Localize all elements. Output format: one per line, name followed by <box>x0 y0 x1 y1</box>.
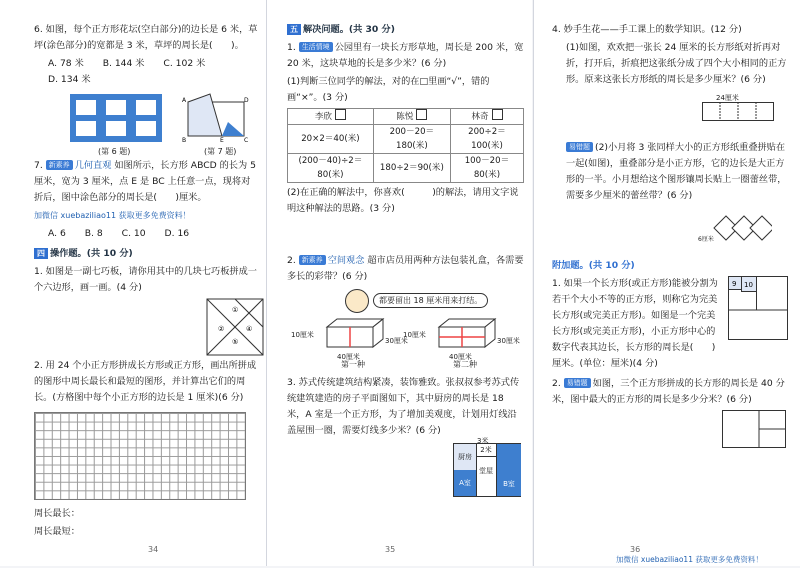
svg-text:B: B <box>182 137 187 142</box>
svg-text:A: A <box>182 97 187 104</box>
dimension-label: 10厘米 <box>403 331 426 339</box>
watermark-footer: 加微信 xuebaziliao11 获取更多免费资料！ <box>616 555 763 564</box>
page-number: 35 <box>385 545 396 554</box>
page-number: 36 <box>630 545 641 554</box>
svg-text:④: ④ <box>246 325 253 333</box>
tag-life-scene: 生活情境 <box>299 42 333 52</box>
gift-box-figure <box>287 287 524 367</box>
page-35 <box>266 0 532 566</box>
fig6-caption: (第 6 题) <box>98 147 131 156</box>
length-label: 24厘米 <box>716 94 739 102</box>
check-box[interactable] <box>492 109 503 120</box>
dimension-label: 30厘米 <box>385 337 408 345</box>
table-cell: 100－20＝80(米) <box>450 154 523 183</box>
dimension-label: 40厘米 <box>449 353 472 361</box>
tag-geometry: 几何直观 <box>74 160 112 171</box>
operation-2: 2. 用 24 个小正方形拼成长方形或正方形，画出所拼成的图形中周长最长和最短的图形，并计算出它们的周长。(方格图中每个小正方形的边长是 1 厘米)(6 分) <box>34 360 257 403</box>
problem-3: 3. 苏式传统建筑结构紧凑，装饰雅致。张叔叔参考苏式传统建筑建造的房子平面图如下，其中厨房的周长是 18 米，A 室是一个正方形，为了增加美观度，计划用灯线沿盖屋围一圈，需要灯线多少米？(6 分) <box>287 377 520 436</box>
page-number: 34 <box>148 545 159 554</box>
tag-error-prone: 易错题 <box>566 142 593 152</box>
perfect-rectangle-svg <box>728 276 788 340</box>
problem-4-part-1: (1)如图，欢欢把一张长 24 厘米的长方形纸对折再对折，打开后，折痕把这张纸分成了四个大小相同的正方形。原来这张长方形纸的周长是多少厘米？(6 分) <box>566 42 787 85</box>
square-label-10: 10 <box>744 281 753 289</box>
figures-6-7 <box>34 90 258 158</box>
problem-4-part-2: 易错题 (2)小月将 3 张同样大小的正方形纸重叠拼贴在一起(如图)，重叠部分是小正方形，它的边长是大正方形的一半。小月想给这个图形镶周长贴上一圈蕾丝带，需要多少厘米的蕾丝带？(6 分) <box>566 142 787 201</box>
tag-new-literacy: 新素养 <box>46 160 73 170</box>
svg-text:E: E <box>220 137 224 142</box>
bonus-1: 1. 如果一个长方形(或正方形)能被分割为若干个大小不等的正方形，则称它为完美长方形(或完美正方形)。如图是一个完美长方形(或完美正方形)，小正方形中心的数字代表其边长，长方形的周长是( )厘米。(单位：厘米)(4 分) <box>552 278 718 369</box>
paper-strip-svg <box>702 102 774 124</box>
page-34 <box>0 0 266 566</box>
folded-paper-figure <box>552 90 790 130</box>
speech-bubble: 都要留出 18 厘米用来打结。 <box>373 293 488 308</box>
tag-spatial: 空间观念 <box>327 255 365 266</box>
bonus-2: 2. 易错题 如图，三个正方形拼成的长方形的周长是 40 分米，图中最大的正方形的周长是多少分米？(6 分) <box>552 378 785 405</box>
svg-text:⑤: ⑤ <box>232 338 239 346</box>
room-2m: 2米 <box>476 444 496 457</box>
option-c: C. 102 米 <box>163 58 206 69</box>
question-7: 7. 新素养 几何直观 如图所示，长方形 ABCD 的长为 5 厘米，宽为 3 厘米，点 E 是 BC 上任意一点，现将对折后，图中涂色部分的周长是( )厘米。 <box>34 160 256 203</box>
check-box[interactable] <box>335 109 346 120</box>
operation-1: 1. 如图是一副七巧板，请你用其中的几块七巧板拼成一个六边形，画一画。(4 分) <box>34 266 257 293</box>
fig7-caption: (第 7 题) <box>204 147 237 156</box>
problem-1: 1. 生活情境 公园里有一块长方形草地，周长是 200 米，宽 20 米，这块草地的长是多少米？(6 分) <box>287 42 524 69</box>
floor-plan <box>287 437 524 499</box>
dimension-label: 30厘米 <box>497 337 520 345</box>
table-cell: (200－40)÷2＝80(米) <box>288 154 374 183</box>
option-a: A. 78 米 <box>48 58 84 69</box>
floor-plan-box <box>453 443 521 497</box>
dimension-3m: 3米 <box>477 437 489 445</box>
student-name: 林奇 <box>450 109 523 125</box>
question-6-options <box>34 56 258 88</box>
svg-text:②: ② <box>218 325 225 333</box>
student-name: 李欣 <box>288 109 374 125</box>
option-c: C. 10 <box>121 228 146 239</box>
box-caption-1: 第一种 <box>341 360 365 369</box>
question-7-options <box>34 226 258 242</box>
student-name: 陈悦 <box>373 109 450 125</box>
option-d: D. 16 <box>164 228 190 239</box>
bonus-1-block <box>552 276 790 372</box>
check-box[interactable] <box>416 109 427 120</box>
tag-new-literacy: 新素养 <box>299 255 326 265</box>
square-grid[interactable] <box>34 412 246 500</box>
watermark-line: 加微信 xuebaziliao11 获取更多免费资料！ <box>34 211 191 220</box>
section-4-heading: 四 操作题。(共 10 分) <box>34 246 258 262</box>
svg-text:D: D <box>244 97 249 104</box>
room-a: A室 <box>454 470 477 496</box>
section-4-number: 四 <box>34 248 48 259</box>
square-label-9: 9 <box>732 280 737 288</box>
longest-perimeter-label: 周长最长： <box>34 508 80 519</box>
question-6: 6. 如图，每个正方形花坛(空白部分)的边长是 6 米，草坪(涂色部分)的宽都是 3 米，草坪的周长是( )。 <box>34 24 258 51</box>
room-b: B室 <box>496 444 521 496</box>
lawn-figure <box>70 94 162 142</box>
dimension-label: 10厘米 <box>291 331 314 339</box>
problem-4: 4. 妙手生花——手工课上的数学知识。(12 分) <box>552 24 742 35</box>
kitchen-room: 厨房 <box>454 444 477 471</box>
solutions-table <box>287 108 524 183</box>
problem-2: 2. 新素养 空间观念 超市店员用两种方法包装礼盒，各需要多长的彩带？(6 分) <box>287 255 524 282</box>
section-5-number: 五 <box>287 24 301 35</box>
side-length-label: 6厘米 <box>698 236 714 243</box>
table-cell: 200－20＝180(米) <box>373 125 450 154</box>
section-5-heading: 五 解决问题。(共 30 分) <box>287 22 524 38</box>
table-cell: 180÷2＝90(米) <box>373 154 450 183</box>
option-b: B. 144 米 <box>102 58 145 69</box>
option-b: B. 8 <box>84 228 103 239</box>
box-caption-2: 第二种 <box>453 360 477 369</box>
clerk-avatar <box>345 289 369 313</box>
dimension-label: 40厘米 <box>337 353 360 361</box>
shortest-perimeter-label: 周长最短： <box>34 526 80 537</box>
bonus-heading: 附加题。(共 10 分) <box>552 260 635 271</box>
table-cell: 20×2＝40(米) <box>288 125 374 154</box>
problem-1-part-2: (2)在正确的解法中，你喜欢( )的解法，请用文字说明这种解法的思路。(3 分) <box>287 187 519 214</box>
problem-1-part-1: (1)判断三位同学的解法，对的在□里画“√”，错的画“×”。(3 分) <box>287 76 490 103</box>
page-36 <box>533 0 800 566</box>
option-d: D. 134 米 <box>48 74 91 85</box>
table-cell: 200÷2＝100(米) <box>450 125 523 154</box>
tag-error-prone: 易错题 <box>564 378 591 388</box>
overlapping-squares-figure <box>552 206 790 252</box>
svg-text:①: ① <box>232 306 239 314</box>
svg-text:C: C <box>244 137 249 142</box>
three-squares-svg <box>722 410 786 448</box>
question-7-text: 如图所示，长方形 ABCD 的长为 5 厘米，宽为 3 厘米，点 E 是 BC 上任意一点，现将对折后，图中涂色部分的周长是( )厘米。 <box>34 160 256 203</box>
rectangle-abcd-figure <box>182 92 252 142</box>
option-a: A. 6 <box>48 228 66 239</box>
hall-room: 堂屋 <box>479 467 493 475</box>
tangram-figure <box>206 298 264 356</box>
